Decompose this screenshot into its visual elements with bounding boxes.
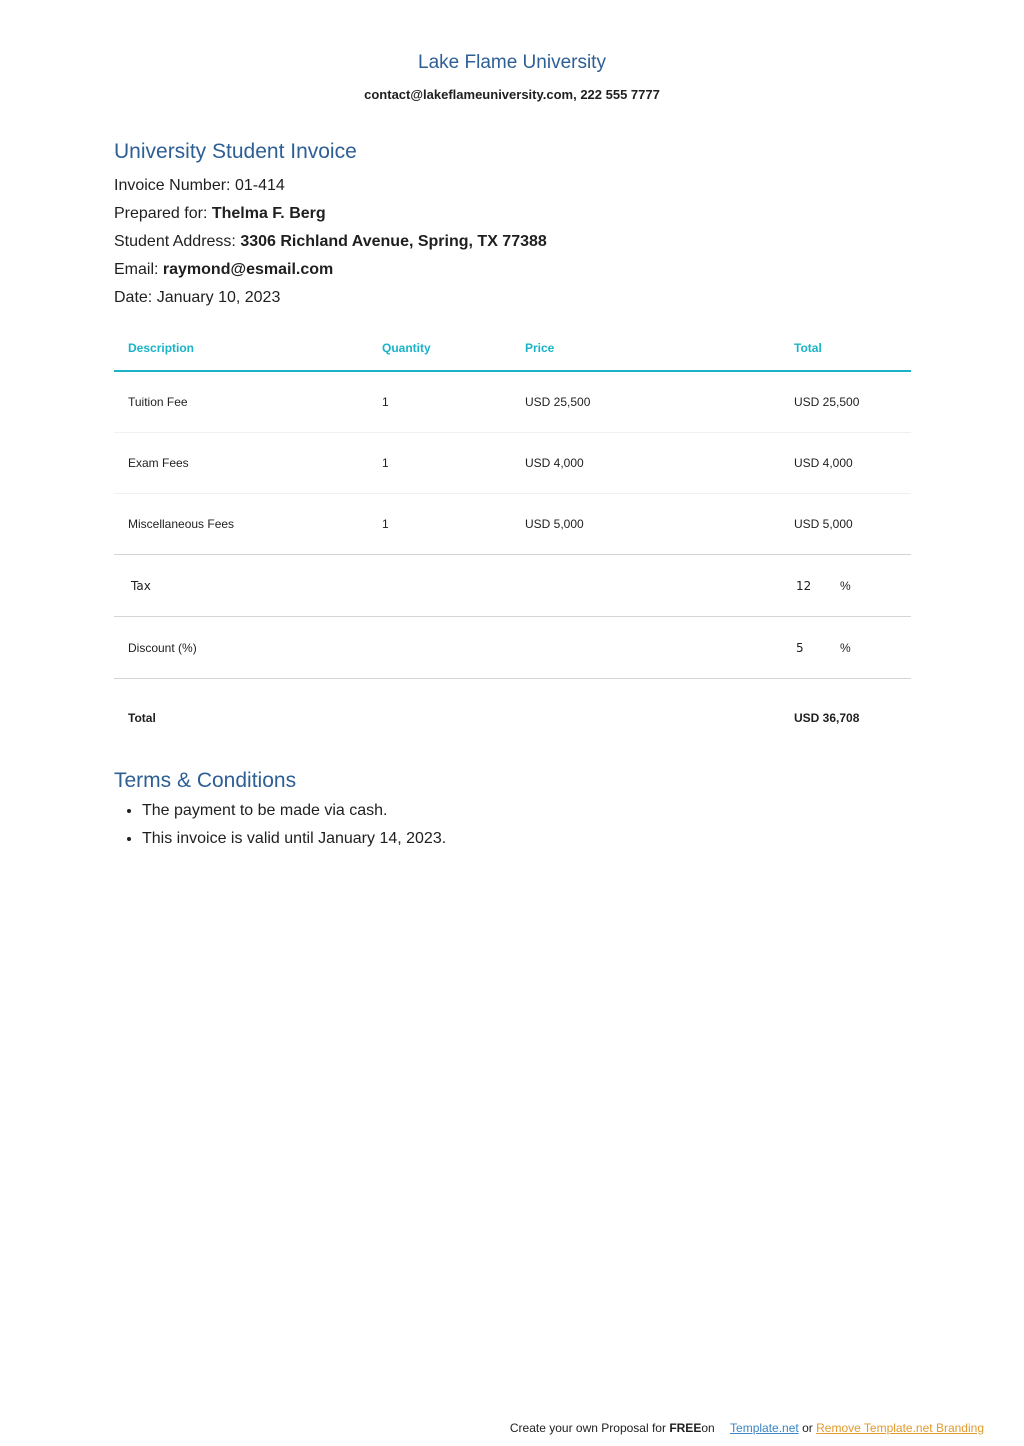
item-description: Exam Fees bbox=[114, 433, 368, 494]
column-header-total: Total bbox=[780, 326, 911, 371]
terms-list bbox=[114, 797, 911, 853]
item-price: USD 25,500 bbox=[511, 371, 780, 433]
table-header-row bbox=[114, 326, 911, 371]
discount-label: Discount (%) bbox=[114, 617, 368, 679]
date-line bbox=[114, 284, 911, 312]
invoice-number-label: Invoice Number: bbox=[114, 177, 231, 194]
invoice-title: University Student Invoice bbox=[114, 140, 357, 163]
tax-cell bbox=[780, 555, 911, 617]
column-header-quantity: Quantity bbox=[368, 326, 511, 371]
remove-branding-link[interactable]: Remove Template.net Branding bbox=[816, 1421, 984, 1435]
date-label: Date: bbox=[114, 289, 153, 306]
tax-percent-sign: % bbox=[840, 578, 851, 593]
email-value: raymond@esmail.com bbox=[162, 261, 334, 278]
university-name: Lake Flame University bbox=[418, 52, 606, 73]
terms-title: Terms & Conditions bbox=[114, 769, 297, 792]
tax-row bbox=[114, 555, 911, 617]
footer-on: on bbox=[701, 1421, 715, 1435]
prepared-for-label: Prepared for: bbox=[114, 205, 208, 222]
discount-value: 5 bbox=[796, 640, 804, 655]
footer-free: FREE bbox=[669, 1421, 702, 1435]
item-total: USD 4,000 bbox=[780, 433, 911, 494]
total-value: USD 36,708 bbox=[794, 711, 860, 725]
email-label: Email: bbox=[114, 261, 159, 278]
list-item: • This invoice is valid until January 14, 2023. bbox=[142, 825, 911, 853]
item-description: Miscellaneous Fees bbox=[114, 494, 368, 555]
prepared-for-line bbox=[114, 200, 911, 228]
email-line bbox=[114, 256, 911, 284]
total-label: Total bbox=[128, 711, 156, 725]
total-row bbox=[114, 679, 911, 758]
item-price: USD 5,000 bbox=[511, 494, 780, 555]
university-contact: contact@lakeflameuniversity.com, 222 555 7777 bbox=[364, 87, 660, 102]
tax-label: Tax bbox=[114, 555, 368, 617]
invoice-number-line bbox=[114, 172, 911, 200]
document-header bbox=[0, 50, 1024, 104]
template-net-link[interactable]: Template.net bbox=[730, 1421, 799, 1435]
table-row bbox=[114, 433, 911, 494]
item-quantity: 1 bbox=[368, 371, 511, 433]
list-item: • The payment to be made via cash. bbox=[142, 797, 911, 825]
item-quantity: 1 bbox=[368, 494, 511, 555]
discount-row bbox=[114, 617, 911, 679]
item-total: USD 25,500 bbox=[780, 371, 911, 433]
table-row bbox=[114, 371, 911, 433]
item-total: USD 5,000 bbox=[780, 494, 911, 555]
footer-prefix: Create your own Proposal for bbox=[509, 1421, 666, 1435]
date-value: January 10, 2023 bbox=[156, 289, 281, 306]
invoice-body bbox=[114, 138, 911, 853]
student-address-label: Student Address: bbox=[114, 233, 236, 250]
item-quantity: 1 bbox=[368, 433, 511, 494]
prepared-for-value: Thelma F. Berg bbox=[211, 205, 326, 222]
column-header-description: Description bbox=[114, 326, 368, 371]
invoice-number-value: 01-414 bbox=[234, 177, 285, 194]
item-description: Tuition Fee bbox=[114, 371, 368, 433]
column-header-price: Price bbox=[511, 326, 780, 371]
student-address-value: 3306 Richland Avenue, Spring, TX 77388 bbox=[240, 233, 547, 250]
student-address-line bbox=[114, 228, 911, 256]
tax-value: 12 bbox=[796, 578, 812, 593]
branding-footer bbox=[510, 1419, 984, 1437]
footer-or: or bbox=[802, 1421, 813, 1435]
item-price: USD 4,000 bbox=[511, 433, 780, 494]
discount-percent-sign: % bbox=[840, 640, 851, 655]
invoice-items-table bbox=[114, 326, 911, 757]
discount-cell bbox=[780, 617, 911, 679]
table-row bbox=[114, 494, 911, 555]
